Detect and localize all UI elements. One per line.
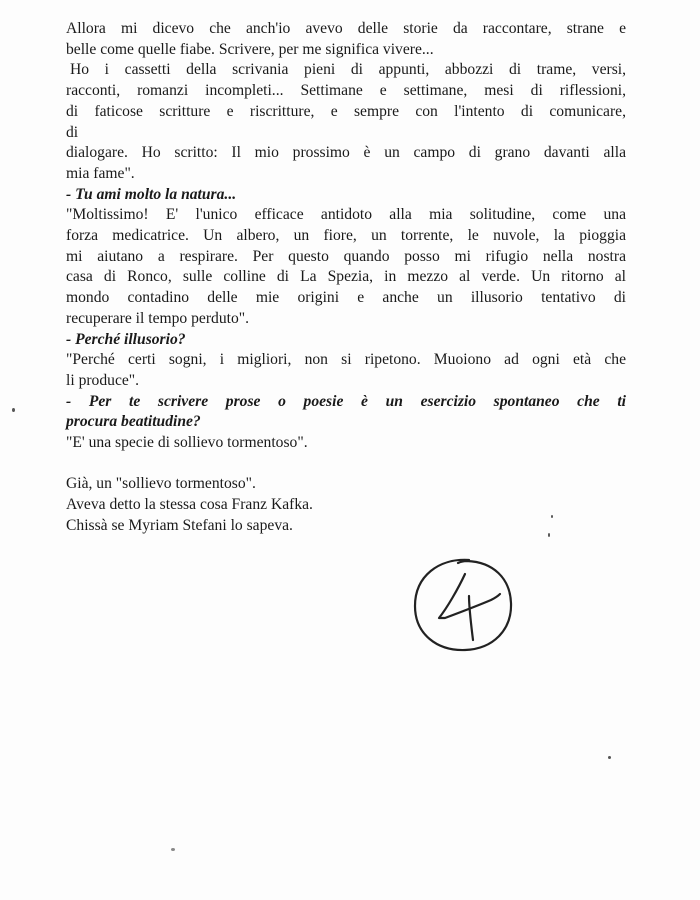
text-line: "Moltissimo! E' l'unico efficace antidoto alla mia solitudine, come una (66, 206, 626, 224)
text-line: dialogare. Ho scritto: Il mio prossimo è un campo di grano davanti alla (66, 144, 626, 162)
text-line: Allora mi dicevo che anch'io avevo delle storie da raccontare, strane e (66, 20, 626, 37)
text-line: mi aiutano a respirare. Per questo quando posso mi rifugio nella nostra (66, 247, 626, 265)
text-line: Già, un "sollievo tormentoso". (66, 475, 256, 493)
scan-speck (548, 533, 550, 537)
interview-question: procura beatitudine? (66, 413, 201, 431)
text-line: forza medicatrice. Un albero, un fiore, un torrente, le nuvole, la pioggia (66, 227, 626, 245)
text-line: di faticose scritture e riscritture, e sempre con l'intento di comunicare, (66, 102, 626, 120)
interview-question: - Per te scrivere prose o poesie è un esercizio spontaneo che ti (66, 392, 626, 410)
text-line: li produce". (66, 371, 140, 389)
text-line: Ho i cassetti della scrivania pieni di appunti, abbozzi di trame, versi, (70, 61, 626, 79)
interview-question: - Perché illusorio? (66, 330, 186, 348)
text-line: recuperare il tempo perduto". (66, 309, 250, 327)
page-text (66, 19, 626, 537)
scan-speck (551, 515, 553, 518)
scan-speck (171, 848, 175, 851)
scan-speck (608, 756, 611, 759)
text-line: "Perché certi sogni, i migliori, non si ripetono. Muoiono ad ogni età che (66, 351, 626, 369)
text-line: di (66, 123, 79, 141)
text-line: racconti, romanzi incompleti... Settimane e settimane, mesi di riflessioni, (66, 82, 626, 100)
text-line: mondo contadino delle mie origini e anche un illusorio tentativo di (66, 289, 626, 307)
handwritten-page-number (411, 556, 515, 654)
interview-question: - Tu ami molto la natura... (66, 185, 237, 203)
text-line: Chissà se Myriam Stefani lo sapeva. (66, 516, 293, 534)
text-line: "E' una specie di sollievo tormentoso". (66, 434, 308, 452)
text-line: belle come quelle fiabe. Scrivere, per me significa vivere... (66, 40, 434, 58)
paragraph-gap (66, 454, 626, 475)
text-line: Aveva detto la stessa cosa Franz Kafka. (66, 496, 313, 514)
text-line: casa di Ronco, sulle colline di La Spezia, in mezzo al verde. Un ritorno al (66, 268, 626, 286)
text-line: mia fame". (66, 164, 135, 182)
scan-speck (12, 408, 15, 412)
